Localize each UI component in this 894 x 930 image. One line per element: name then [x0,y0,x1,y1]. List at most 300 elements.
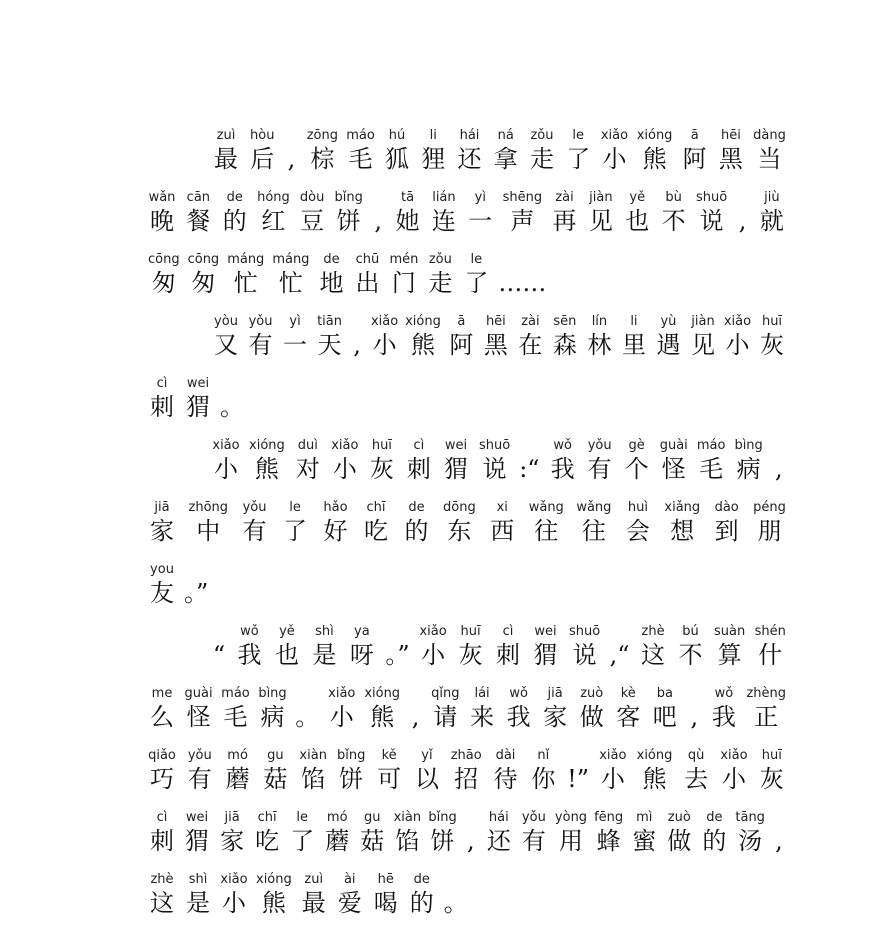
hanzi: 小 [372,331,397,359]
character-with-pinyin [310,624,338,670]
pinyin: shēng [502,190,543,205]
hanzi: 门 [391,269,416,297]
hanzi: 餐 [186,207,211,235]
character-with-pinyin [753,128,786,174]
pinyin: xiàn [393,810,422,825]
pinyin: li [630,314,638,329]
pinyin: zhè [150,872,174,887]
character-with-pinyin [569,624,600,670]
pinyin: zuì [216,128,236,143]
hanzi: 一 [468,207,493,235]
character-with-pinyin [148,500,176,546]
punctuation [772,810,786,856]
hanzi: 林 [587,331,612,359]
pinyin: máo [221,686,250,701]
pinyin: kè [620,686,636,701]
character-with-pinyin [614,686,642,732]
hanzi: 用 [558,827,583,855]
pinyin: hēi [485,314,506,329]
pinyin: le [470,252,483,267]
character-with-pinyin [431,686,459,732]
hanzi: 待 [493,765,518,793]
character-with-pinyin [148,252,180,298]
character-with-pinyin [256,872,292,918]
hanzi: 再 [552,207,577,235]
pinyin: zhōng [188,500,229,515]
pinyin: bǐng [336,748,366,763]
pinyin: yì [474,190,486,205]
character-with-pinyin [368,438,396,484]
pinyin: qǐng [431,686,460,701]
character-with-pinyin [288,810,316,856]
pinyin: hǎo [323,500,348,515]
hanzi: 狸 [421,145,446,173]
character-with-pinyin [148,686,176,732]
hanzi: 小 [222,889,246,917]
pinyin: nǐ [537,748,550,763]
hanzi: 请 [433,703,458,731]
character-with-pinyin [281,314,309,360]
character-with-pinyin [442,438,470,484]
character-with-pinyin [665,810,693,856]
hanzi: 的 [409,889,434,917]
hanzi: 做 [667,827,692,855]
pinyin: xiǎo [220,872,248,887]
character-with-pinyin [188,252,220,298]
hanzi: 走 [428,269,453,297]
pinyin: yǐ [421,748,433,763]
character-with-pinyin [466,190,494,236]
pinyin: xiǎo [419,624,447,639]
pinyin: guài [659,438,688,453]
text-line [148,190,786,236]
character-with-pinyin [492,128,520,174]
punctuation [350,314,364,360]
hanzi: 里 [621,331,646,359]
hanzi: 后 [250,145,275,173]
hanzi: 熊 [370,703,395,731]
character-with-pinyin [482,314,510,360]
hanzi: 家 [220,827,245,855]
pinyin: hóng [257,190,290,205]
hanzi: 什 [758,641,783,669]
pinyin: zhèng [746,686,786,701]
pinyin: mó [326,810,348,825]
hanzi: 了 [464,269,489,297]
pinyin: xiǎo [212,438,240,453]
character-with-pinyin [578,686,606,732]
character-with-pinyin [654,314,682,360]
character-with-pinyin [696,190,727,236]
pinyin: máng [227,252,265,267]
character-with-pinyin [389,252,418,298]
character-with-pinyin [298,190,326,236]
character-with-pinyin [660,190,688,236]
character-with-pinyin [723,314,751,360]
pinyin: de [706,810,723,825]
pinyin: de [323,252,340,267]
character-with-pinyin [587,190,615,236]
character-with-pinyin [505,686,533,732]
hanzi: 病 [736,455,761,483]
pinyin: jiā [154,500,170,515]
pinyin: ài [343,872,356,887]
pinyin: bǐng [428,810,457,825]
pinyin: mó [227,748,248,763]
hanzi: 招 [454,765,479,793]
hanzi: 忙 [278,269,303,297]
pinyin: xiàn [299,748,327,763]
character-with-pinyin [689,314,717,360]
character-with-pinyin [697,438,726,484]
hanzi: 爱 [337,889,362,917]
pinyin: huī [371,438,392,453]
hanzi: 见 [690,331,715,359]
text-line [148,748,786,794]
character-with-pinyin [623,190,651,236]
pinyin: yǒu [242,500,267,515]
character-with-pinyin [717,128,745,174]
hanzi: , [775,827,783,855]
pinyin: dòu [299,190,325,205]
pinyin: bìng [734,438,763,453]
pinyin: yòu [214,314,238,329]
pinyin: le [289,500,301,515]
hanzi: 你 [531,765,556,793]
pinyin: xiǎo [599,748,627,763]
character-with-pinyin [492,748,520,794]
character-with-pinyin [281,500,309,546]
hanzi: 友 [150,579,174,607]
pinyin: de [408,500,425,515]
pinyin: hēi [720,128,741,143]
pinyin: xióng [636,748,673,763]
hanzi: 灰 [759,765,784,793]
character-with-pinyin [682,748,710,794]
hanzi: 馅 [301,765,326,793]
character-with-pinyin [735,810,765,856]
hanzi: 蜂 [596,827,621,855]
punctuation [212,624,226,670]
pinyin: zōng [306,128,338,143]
pinyin: huī [460,624,481,639]
hanzi: 我 [711,703,736,731]
hanzi: 熊 [261,889,286,917]
pinyin: de [413,872,430,887]
character-with-pinyin [637,128,673,174]
character-with-pinyin [408,872,436,918]
character-with-pinyin [451,748,482,794]
hanzi: 的 [222,207,247,235]
hanzi: …… [498,269,547,297]
pinyin: zài [521,314,540,329]
hanzi: 蘑 [325,827,350,855]
pinyin: hái [488,810,509,825]
punctuation [184,562,208,608]
character-with-pinyin [371,314,399,360]
hanzi: 一 [283,331,308,359]
pinyin: wei [185,810,209,825]
text-line [212,128,786,174]
hanzi: 是 [312,641,337,669]
character-with-pinyin [353,252,381,298]
hanzi: 喝 [373,889,398,917]
character-with-pinyin [383,128,411,174]
hanzi: 的 [702,827,727,855]
character-with-pinyin [184,190,212,236]
character-with-pinyin [227,252,264,298]
character-with-pinyin [328,686,356,732]
character-with-pinyin [248,128,276,174]
pinyin: jiā [224,810,240,825]
hanzi: 熊 [254,455,279,483]
hanzi: 客 [616,703,641,731]
hanzi: , [287,145,296,173]
character-with-pinyin [212,314,240,360]
hanzi: 黑 [483,331,508,359]
character-with-pinyin [734,438,762,484]
hanzi: 是 [186,889,210,917]
hanzi: 熊 [410,331,435,359]
pinyin: xiǎo [723,314,752,329]
pinyin: gè [628,438,645,453]
hanzi: 小 [214,455,238,483]
character-with-pinyin [637,748,673,794]
pinyin: cì [156,376,168,391]
character-with-pinyin [594,810,623,856]
hanzi: 小 [421,641,446,669]
hanzi: 我 [237,641,262,669]
hanzi: 小 [721,765,746,793]
character-with-pinyin [247,314,275,360]
hanzi: 灰 [369,455,394,483]
punctuation [295,686,319,732]
hanzi: 呀 [349,641,374,669]
hanzi: 我 [506,703,531,731]
character-with-pinyin [564,128,592,174]
character-with-pinyin [555,810,587,856]
character-with-pinyin [419,128,447,174]
hanzi: 小 [332,455,357,483]
hanzi: 也 [625,207,650,235]
character-with-pinyin [479,438,510,484]
pinyin: cì [413,438,425,453]
hanzi: 会 [625,517,650,545]
pinyin: dào [714,500,739,515]
hanzi: 灰 [760,331,784,359]
punctuation [567,748,589,794]
hanzi: 阿 [682,145,707,173]
hanzi: 东 [447,517,472,545]
hanzi: 这 [150,889,174,917]
hanzi: 饼 [339,765,364,793]
pinyin: yǒu [248,314,273,329]
hanzi: 馅 [395,827,420,855]
pinyin: bìng [258,686,287,701]
pinyin: hái [459,128,480,143]
pinyin: hē [377,872,394,887]
character-with-pinyin [294,438,322,484]
hanzi: , [775,455,783,483]
pinyin: zuò [580,686,604,701]
pinyin: tāng [735,810,765,825]
hanzi: 声 [510,207,535,235]
pinyin: cì [502,624,514,639]
pinyin: yě [629,190,646,205]
pinyin: xióng [256,872,292,887]
hanzi: 个 [624,455,649,483]
hanzi: , [411,703,420,731]
character-with-pinyin [317,252,345,298]
hanzi: 遇 [656,331,681,359]
hanzi: 这 [641,641,666,669]
pinyin: máng [272,252,310,267]
character-with-pinyin [413,748,441,794]
character-with-pinyin [405,314,441,360]
hanzi: !” [567,765,590,793]
hanzi: 出 [355,269,380,297]
character-with-pinyin [541,686,569,732]
character-with-pinyin [551,190,579,236]
pinyin: wǎng [576,500,612,515]
punctuation [220,376,244,422]
pinyin: jiā [547,686,563,701]
character-with-pinyin [443,500,476,546]
character-with-pinyin [503,190,543,236]
hanzi: 菇 [360,827,385,855]
hanzi: 地 [319,269,344,297]
character-with-pinyin [551,314,579,360]
hanzi: 么 [150,703,174,731]
pinyin: shuō [478,438,511,453]
hanzi: 不 [661,207,686,235]
character-with-pinyin [334,190,362,236]
hanzi: 小 [602,145,627,173]
hanzi: 猬 [185,827,210,855]
hanzi: 中 [196,517,221,545]
pinyin: wei [186,376,210,391]
pinyin: zǒu [530,128,554,143]
text-line [148,376,786,422]
hanzi: 以 [414,765,439,793]
pinyin: xiǎo [331,438,359,453]
pinyin: me [151,686,173,701]
pinyin: bù [665,190,682,205]
character-with-pinyin [758,748,786,794]
hanzi: 小 [725,331,750,359]
hanzi: 可 [377,765,402,793]
pinyin: mì [636,810,653,825]
character-with-pinyin [624,500,652,546]
hanzi: 西 [490,517,515,545]
hanzi: 有 [242,517,267,545]
hanzi: 小 [329,703,354,731]
hanzi: 往 [581,517,606,545]
character-with-pinyin [677,624,705,670]
pinyin: yǒu [587,438,612,453]
hanzi: 有 [248,331,273,359]
pinyin: xiǎng [664,500,701,515]
text-line [212,314,786,360]
pinyin: bǐng [334,190,363,205]
hanzi: 黑 [718,145,743,173]
hanzi: 又 [214,331,238,359]
character-with-pinyin [528,128,556,174]
character-with-pinyin [462,252,490,298]
pinyin: fēng [594,810,624,825]
character-with-pinyin [485,810,513,856]
character-with-pinyin [639,624,667,670]
pinyin: xi [496,500,508,515]
character-with-pinyin [494,624,522,670]
hanzi: , [738,207,747,235]
text-line [148,872,786,918]
pinyin: tā [401,190,415,205]
pinyin: cōng [187,252,220,267]
pinyin: shì [315,624,334,639]
character-with-pinyin [186,748,214,794]
hanzi: 天 [317,331,342,359]
hanzi: 见 [588,207,613,235]
character-with-pinyin [664,500,700,546]
character-with-pinyin [520,810,548,856]
character-with-pinyin [300,872,328,918]
hanzi: 毛 [223,703,248,731]
character-with-pinyin [456,128,484,174]
hanzi: 晚 [150,207,174,235]
pinyin: le [296,810,308,825]
character-with-pinyin [746,686,786,732]
pinyin: jiàn [589,190,613,205]
hanzi: 也 [274,641,299,669]
character-with-pinyin [651,686,679,732]
hanzi: 小 [600,765,625,793]
punctuation [736,190,750,236]
hanzi: 饼 [430,827,455,855]
pinyin: duì [297,438,318,453]
pinyin: máo [346,128,375,143]
hanzi: 了 [290,827,315,855]
pinyin: cōng [148,252,180,267]
punctuation [464,810,478,856]
hanzi: , [690,703,699,731]
hanzi: 去 [684,765,709,793]
pinyin: xióng [636,128,673,143]
hanzi: 了 [283,517,308,545]
pinyin: huì [627,500,648,515]
hanzi: 到 [714,517,739,545]
character-with-pinyin [241,500,269,546]
pinyin: wǎng [528,500,564,515]
character-with-pinyin [630,810,658,856]
pinyin: zǒu [428,252,452,267]
character-with-pinyin [488,500,516,546]
pinyin: kě [381,748,397,763]
punctuation [385,624,409,670]
character-with-pinyin [183,810,211,856]
character-with-pinyin [405,438,433,484]
pinyin: xiǎo [328,686,356,701]
pinyin: shuō [695,190,728,205]
hanzi: 汤 [738,827,763,855]
character-with-pinyin [235,624,263,670]
character-with-pinyin [576,500,611,546]
character-with-pinyin [337,748,365,794]
pinyin: gu [364,810,381,825]
punctuation [284,128,298,174]
pinyin: lái [474,686,490,701]
character-with-pinyin [218,810,246,856]
